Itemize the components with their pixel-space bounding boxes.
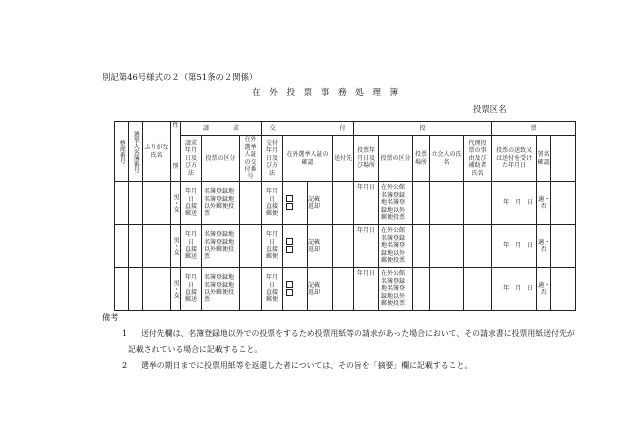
henkyaku-label: 返却 bbox=[308, 203, 321, 210]
checkbox-cell[interactable] bbox=[283, 182, 308, 225]
kubun-cell[interactable]: 名簿登録地名簿登録地以外郵便投票 bbox=[202, 225, 240, 268]
kofu-method-cell[interactable]: 年月日 直接 郵便 bbox=[262, 182, 283, 225]
check-box[interactable] bbox=[286, 195, 293, 202]
cell[interactable] bbox=[430, 225, 464, 268]
cell[interactable] bbox=[413, 268, 430, 311]
header-tohyo-kubun2: 投票の区分 bbox=[379, 136, 413, 182]
kofu-method-cell[interactable]: 年月日 直接 郵便 bbox=[262, 225, 283, 268]
tohyo-date-cell[interactable]: 年月日 bbox=[354, 268, 379, 311]
cell[interactable] bbox=[464, 182, 492, 225]
cell[interactable] bbox=[551, 268, 576, 311]
header-tohyo bbox=[354, 122, 492, 136]
kubun-cell[interactable]: 名簿登録地名簿登録地以外郵便投票 bbox=[202, 268, 240, 311]
kisai-label: 記載 bbox=[308, 195, 321, 203]
cell[interactable] bbox=[333, 182, 354, 225]
cell[interactable] bbox=[143, 268, 171, 311]
cell[interactable] bbox=[551, 225, 576, 268]
note-2-line1: 選挙の期日までに投票用紙等を返還した者については、その旨を「摘要」欄に記載すること。 bbox=[141, 361, 473, 370]
check-box[interactable] bbox=[286, 281, 293, 288]
header-betsu: 別 bbox=[172, 163, 179, 171]
kisai-label: 記載 bbox=[308, 281, 321, 289]
header-kofu-b: 付 bbox=[339, 124, 346, 132]
cell[interactable] bbox=[115, 268, 129, 311]
kisai-cell bbox=[308, 268, 333, 311]
kisai-label: 記載 bbox=[308, 238, 321, 246]
header-gender bbox=[171, 122, 181, 182]
check-box[interactable] bbox=[286, 203, 293, 210]
header-tohyo-basho: 投票場所 bbox=[413, 136, 430, 182]
header-tohyo-kubun: 投票の区分 bbox=[202, 136, 240, 182]
header-soshi: 投票の送致又は送付を受けた年月日 bbox=[492, 136, 537, 182]
header-kofu-a: 交 bbox=[269, 124, 276, 132]
header-tachiainin: 立会人の氏名 bbox=[430, 136, 464, 182]
header-hyo-a: 票 bbox=[530, 124, 537, 132]
cell[interactable] bbox=[430, 268, 464, 311]
cell[interactable] bbox=[129, 182, 143, 225]
tohyo-kubun-cell[interactable]: 在外公館名簿登録地名簿登録地以外郵便投票 bbox=[379, 225, 413, 268]
soshi-date-cell[interactable]: 年 月 日 bbox=[492, 182, 537, 225]
note-2-num: 2 bbox=[122, 360, 128, 370]
header-shomei: 署名確認 bbox=[537, 136, 551, 182]
gender-cell[interactable]: 男・女 bbox=[171, 225, 181, 268]
cell[interactable] bbox=[430, 182, 464, 225]
header-zaigai-kakunin: 在外選挙人証の確認 bbox=[283, 136, 333, 182]
header-hyo bbox=[492, 122, 576, 136]
tekiho-cell[interactable]: 適・否 bbox=[537, 268, 551, 311]
cell[interactable] bbox=[115, 225, 129, 268]
table-row bbox=[115, 268, 576, 311]
tekiho-cell[interactable]: 適・否 bbox=[537, 182, 551, 225]
check-box[interactable] bbox=[286, 238, 293, 245]
header-sei: 性 bbox=[172, 122, 179, 129]
note-1-line2: 記載されている場合に記載すること。 bbox=[128, 345, 263, 354]
header-tohyo-a: 投 bbox=[419, 124, 426, 132]
seikyu-method-cell[interactable]: 年月日 直接 郵送 bbox=[181, 225, 202, 268]
header-furigana: ふりがな bbox=[144, 144, 169, 152]
cell[interactable] bbox=[240, 182, 262, 225]
header-seiri-bango: 整理番号 bbox=[115, 122, 129, 182]
seikyu-method-cell[interactable]: 年月日 直接 郵送 bbox=[181, 182, 202, 225]
cell[interactable] bbox=[240, 268, 262, 311]
header-seikyu-date: 請求年月日及び方法 bbox=[181, 136, 202, 182]
note-1-line1: 送付先欄は、名簿登録地以外での投票をするため投票用紙等の請求があった場合において、その請求書に投票用紙送付先が bbox=[141, 329, 575, 338]
seikyu-method-cell[interactable]: 年月日 直接 郵送 bbox=[181, 268, 202, 311]
cell[interactable] bbox=[333, 268, 354, 311]
cell[interactable] bbox=[240, 225, 262, 268]
tohyo-date-cell[interactable]: 年月日 bbox=[354, 225, 379, 268]
check-box[interactable] bbox=[286, 289, 293, 296]
cell[interactable] bbox=[129, 225, 143, 268]
district-label: 投票区名 bbox=[473, 104, 507, 114]
header-kofu bbox=[262, 122, 354, 136]
kisai-cell bbox=[308, 225, 333, 268]
kofu-method-cell[interactable]: 年月日 直接 郵便 bbox=[262, 268, 283, 311]
henkyaku-label: 返却 bbox=[308, 246, 321, 253]
header-seikyu: 請 求 bbox=[181, 122, 262, 136]
cell[interactable] bbox=[143, 225, 171, 268]
header-name: 氏名 bbox=[150, 151, 163, 159]
header-kofu-date: 交付年月日及び方法 bbox=[262, 136, 283, 182]
form-reference: 別記第46号様式の２（第51条の２関係） bbox=[102, 72, 258, 82]
checkbox-cell[interactable] bbox=[283, 225, 308, 268]
cell[interactable] bbox=[464, 268, 492, 311]
table-row bbox=[115, 182, 576, 225]
tohyo-kubun-cell[interactable]: 在外公館名簿登録地名簿登録地以外郵便投票 bbox=[379, 182, 413, 225]
header-tohyo-date: 投票年月日及び場所 bbox=[354, 136, 379, 182]
gender-cell[interactable]: 男・女 bbox=[171, 268, 181, 311]
cell[interactable] bbox=[413, 225, 430, 268]
cell[interactable] bbox=[464, 225, 492, 268]
header-dairi: 代理投票の事由及び補助者氏名 bbox=[464, 136, 492, 182]
record-table bbox=[114, 121, 576, 311]
checkbox-cell[interactable] bbox=[283, 268, 308, 311]
tohyo-kubun-cell[interactable]: 在外公館名簿登録地名簿登録地以外郵便投票 bbox=[379, 268, 413, 311]
remarks-title: 備考 bbox=[102, 312, 119, 322]
kisai-cell bbox=[308, 182, 333, 225]
header-meibo-bango: 選挙人名簿番号 bbox=[129, 122, 143, 182]
gender-cell[interactable]: 男・女 bbox=[171, 182, 181, 225]
header-shimei bbox=[143, 122, 171, 182]
soshi-date-cell[interactable]: 年 月 日 bbox=[492, 268, 537, 311]
table-row bbox=[115, 225, 576, 268]
page-title: 在 外 投 票 事 務 処 理 簿 bbox=[252, 88, 399, 98]
tekiho-cell[interactable]: 適・否 bbox=[537, 225, 551, 268]
header-zaigai-senkyonin: 在外選挙人証の交付番号 bbox=[240, 136, 262, 182]
note-1-num: 1 bbox=[122, 328, 128, 338]
kubun-cell[interactable]: 名簿登録地名簿登録地以外郵便投票 bbox=[202, 182, 240, 225]
cell[interactable] bbox=[143, 182, 171, 225]
cell[interactable] bbox=[551, 182, 576, 225]
cell[interactable] bbox=[413, 182, 430, 225]
header-sofusaki: 送付先 bbox=[333, 136, 354, 182]
cell[interactable] bbox=[333, 225, 354, 268]
check-box[interactable] bbox=[286, 246, 293, 253]
tohyo-date-cell[interactable]: 年月日 bbox=[354, 182, 379, 225]
soshi-date-cell[interactable]: 年 月 日 bbox=[492, 225, 537, 268]
cell[interactable] bbox=[115, 182, 129, 225]
henkyaku-label: 返却 bbox=[308, 289, 321, 296]
cell[interactable] bbox=[129, 268, 143, 311]
